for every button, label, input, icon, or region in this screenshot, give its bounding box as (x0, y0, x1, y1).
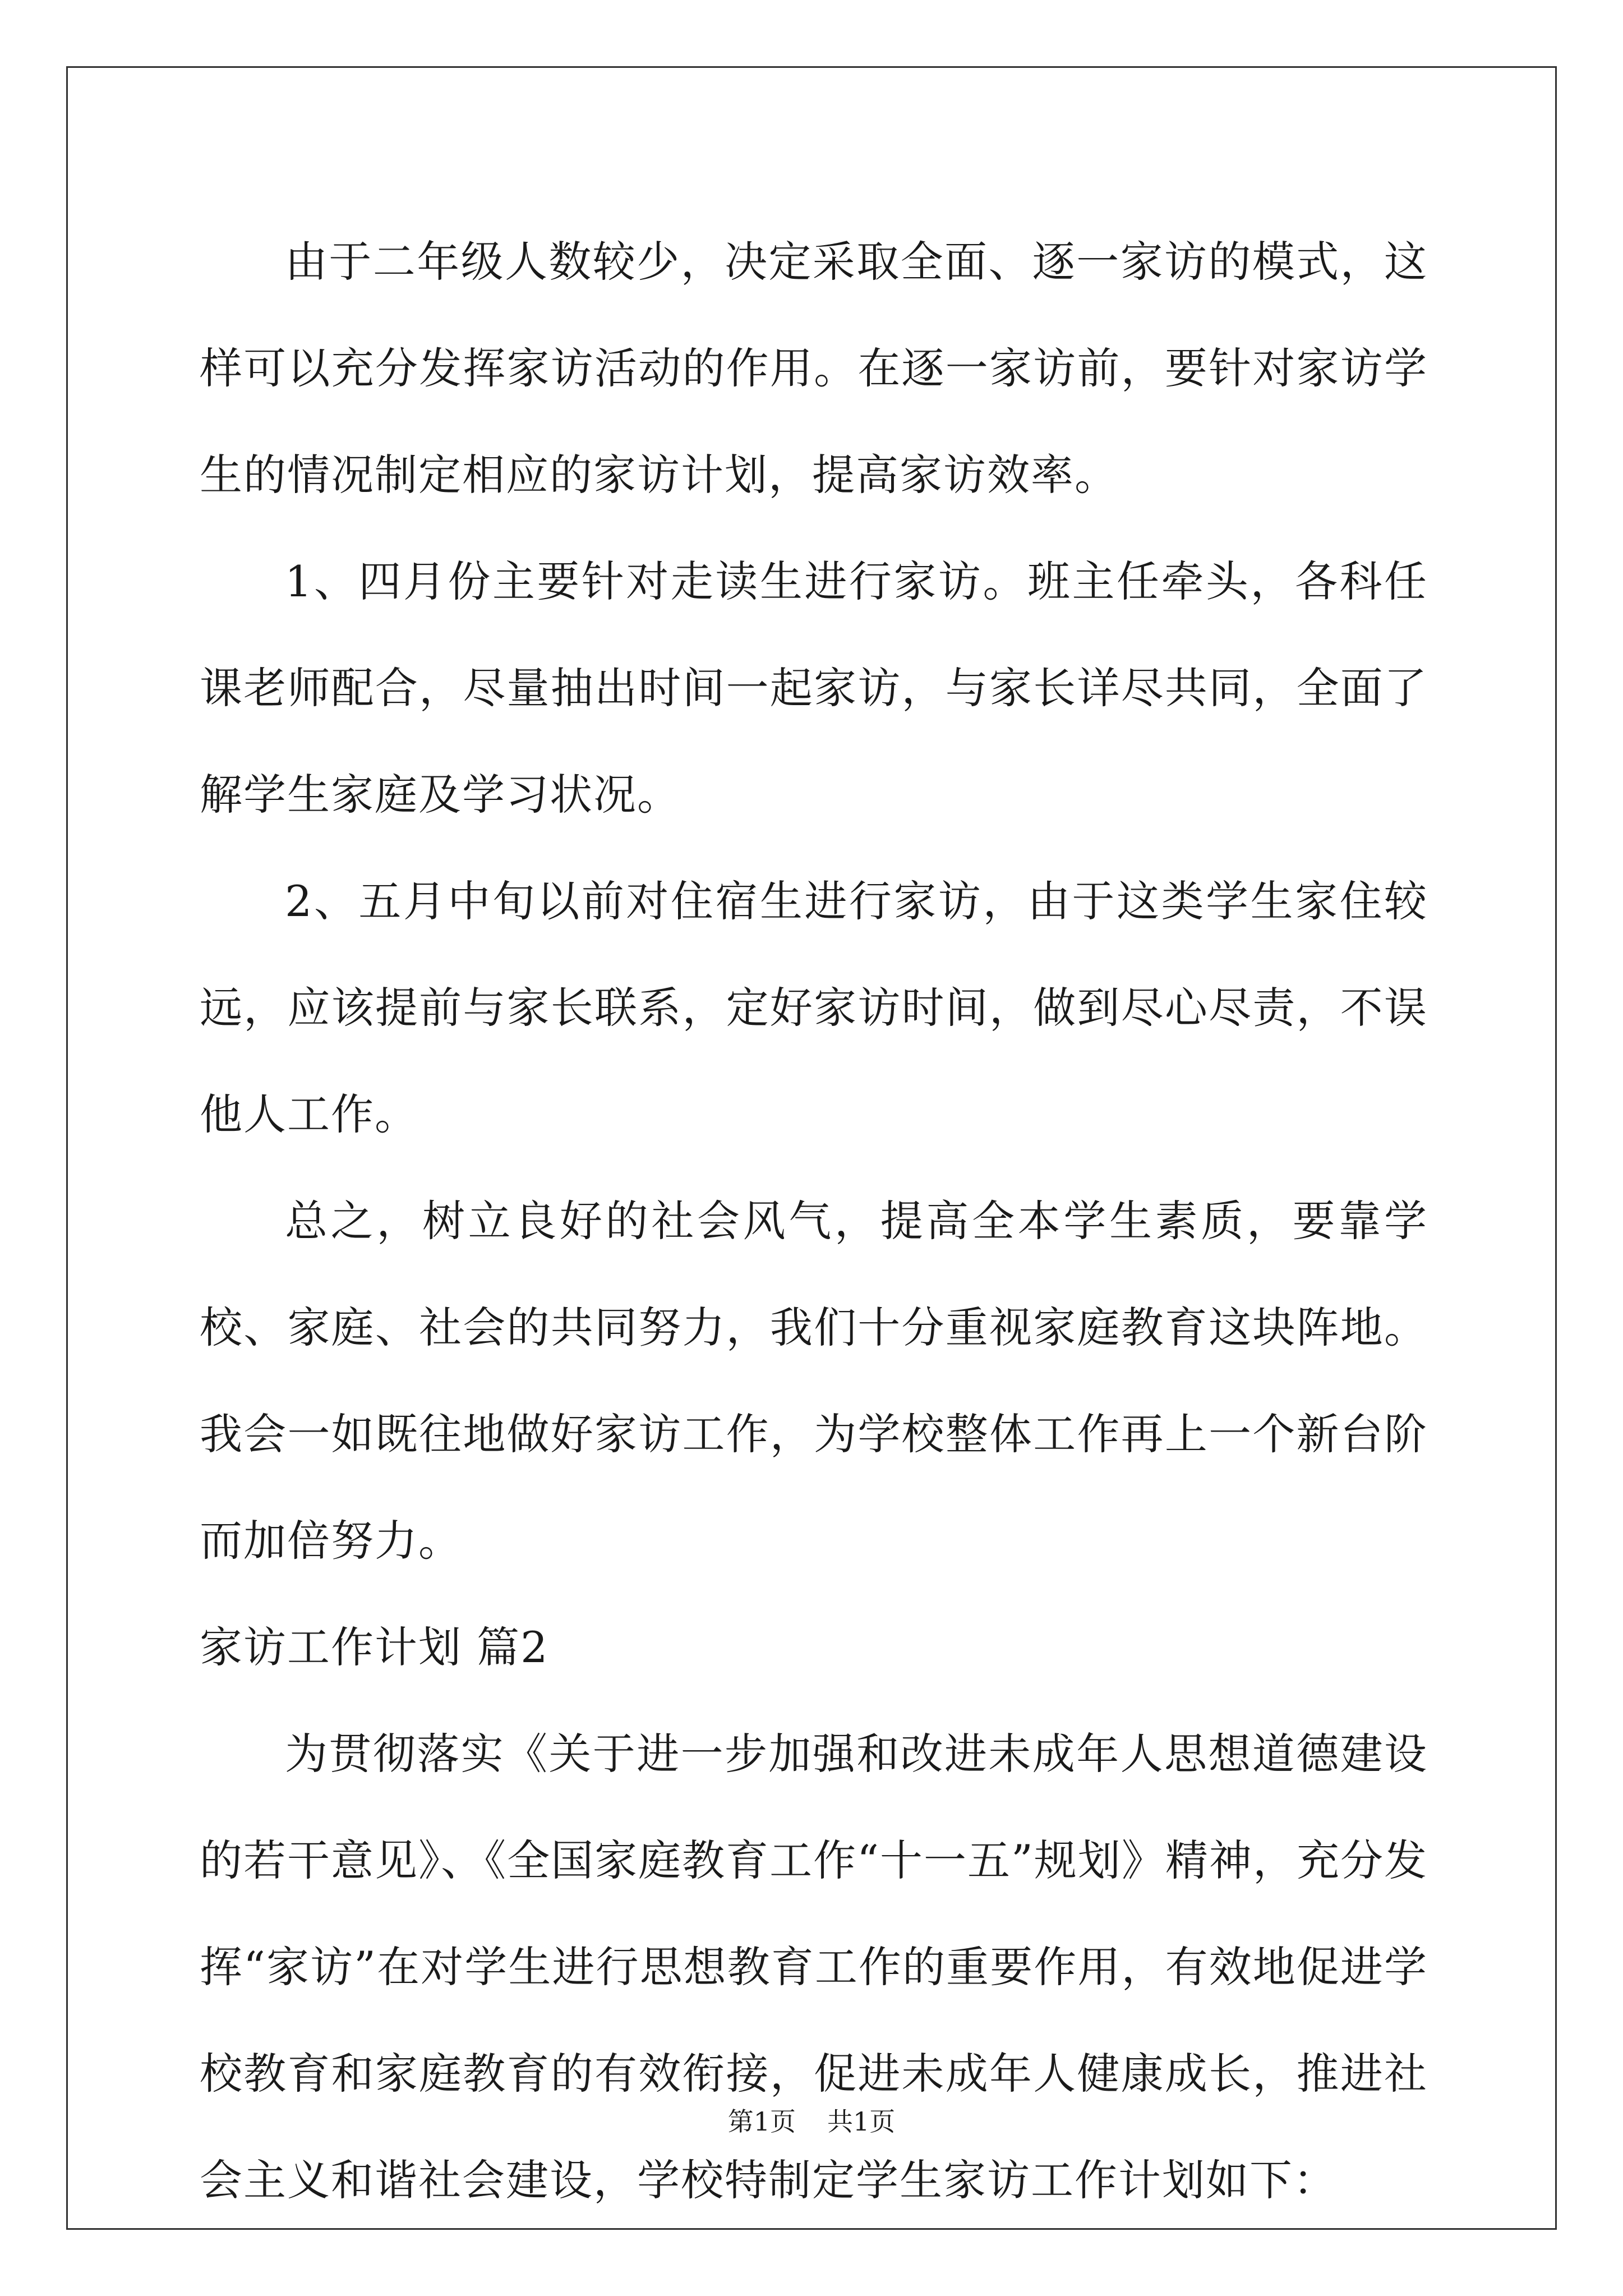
paragraph-conclusion: 总之，树立良好的社会风气，提高全本学生素质，要靠学校、家庭、社会的共同努力，我们十分重视家庭教育这块阵地。我会一如既往地做好家访工作，为学校整体工作再上一个新台阶而加倍努力。 (200, 1196, 1428, 1566)
page-total: 共1页 (827, 2106, 896, 2137)
document-body (200, 209, 1428, 2234)
page-number: 第1页 (727, 2106, 796, 2137)
paragraph-section-2-intro: 为贯彻落实《关于进一步加强和改进未成年人思想道德建设的若干意见》、《全国家庭教育工作“十一五”规划》精神，充分发挥“家访”在对学生进行思想教育工作的重要作用，有效地促进学校教育和家庭教育的有效衔接，促进未成年人健康成长，推进社会主义和谐社会建设，学校特制定学生家访工作计划如下： (200, 1729, 1428, 2205)
paragraph-item-1: 1、四月份主要针对走读生进行家访。班主任牵头，各科任课老师配合，尽量抽出时间一起家访，与家长详尽共同，全面了解学生家庭及学习状况。 (200, 556, 1428, 820)
section-heading: 家访工作计划 篇2 (200, 1622, 549, 1672)
paragraph-intro: 由于二年级人数较少，决定采取全面、逐一家访的模式，这样可以充分发挥家访活动的作用。在逐一家访前，要针对家访学生的情况制定相应的家访计划，提高家访效率。 (200, 237, 1428, 500)
page-footer (0, 2105, 1623, 2138)
paragraph-item-2: 2、五月中旬以前对住宿生进行家访，由于这类学生家住较远，应该提前与家长联系，定好家访时间，做到尽心尽责，不误他人工作。 (200, 876, 1428, 1139)
